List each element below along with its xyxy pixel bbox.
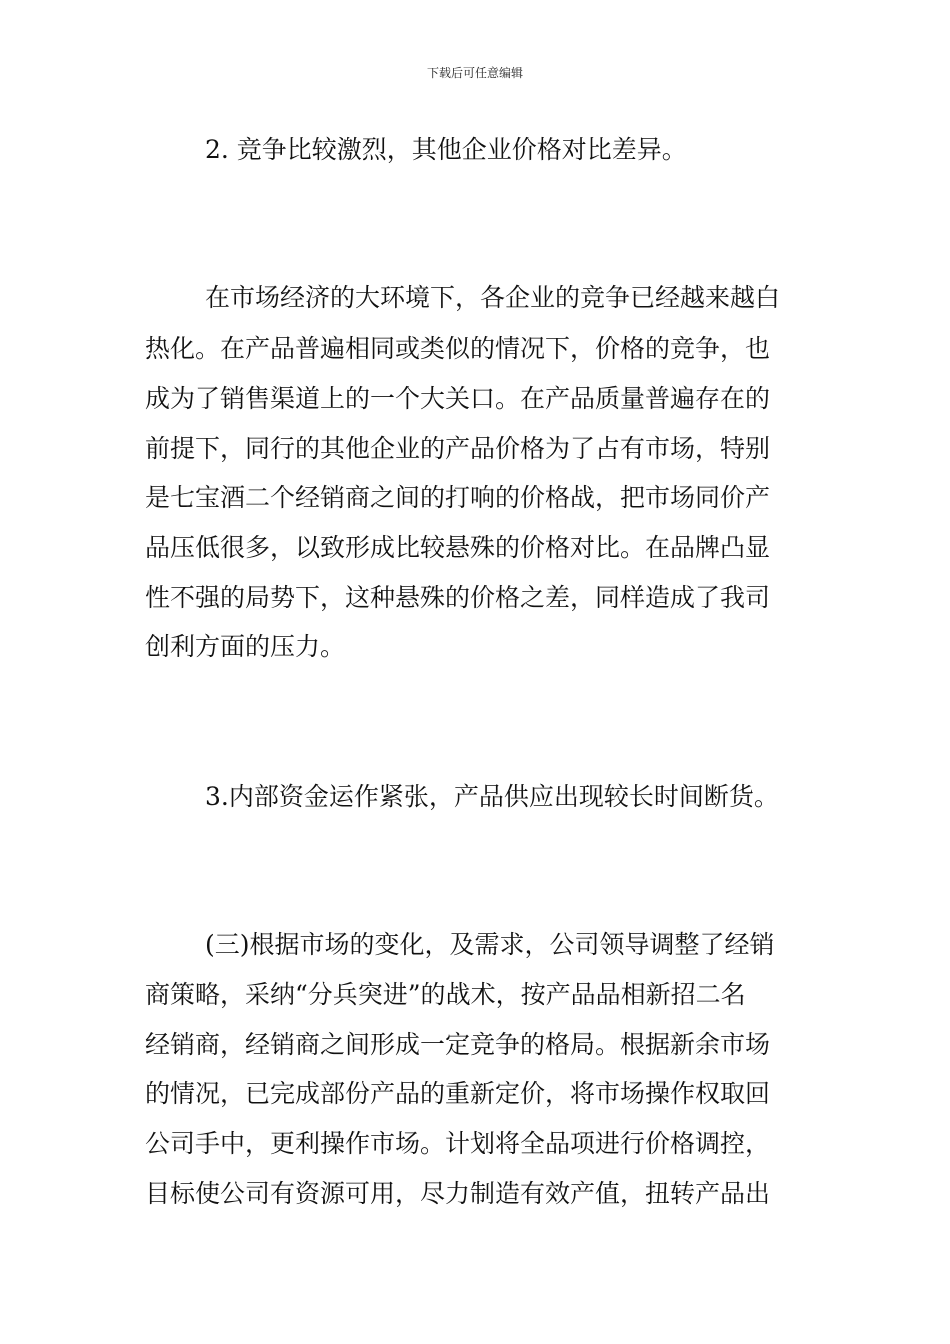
paragraph-line: 热化。在产品普遍相同或类似的情况下，价格的竞争，也 (145, 334, 771, 363)
section-heading-3: 3.内部资金运作紧张，产品供应出现较长时间断货。 (205, 782, 779, 811)
paragraph-line: 前提下，同行的其他企业的产品价格为了占有市场，特别 (145, 434, 771, 463)
page-header: 下载后可任意编辑 (426, 66, 523, 80)
paragraph-line: 品压低很多，以致形成比较悬殊的价格对比。在品牌凸显 (145, 533, 771, 562)
paragraph-line: 成为了销售渠道上的一个大关口。在产品质量普遍存在的 (145, 384, 771, 413)
paragraph-line: 性不强的局势下，这种悬殊的价格之差，同样造成了我司 (145, 583, 771, 612)
paragraph-line: 商策略，采纳“分兵突进”的战术，按产品品相新招二名 (145, 980, 746, 1009)
paragraph-line: 创利方面的压力。 (145, 632, 346, 661)
paragraph-line: 目标使公司有资源可用，尽力制造有效产值，扭转产品出 (145, 1179, 771, 1208)
paragraph-line: 的情况，已完成部份产品的重新定价，将市场操作权取回 (145, 1079, 771, 1108)
paragraph-line: 经销商，经销商之间形成一定竞争的格局。根据新余市场 (145, 1030, 771, 1059)
paragraph-line: 在市场经济的大环境下，各企业的竞争已经越来越白 (205, 283, 781, 312)
paragraph-line: 公司手中，更利操作市场。计划将全品项进行价格调控， (145, 1129, 771, 1158)
paragraph-line: (三)根据市场的变化，及需求，公司领导调整了经销 (205, 930, 775, 959)
paragraph-line: 是七宝酒二个经销商之间的打响的价格战，把市场同价产 (145, 483, 771, 512)
section-heading-2: 2. 竞争比较激烈，其他企业价格对比差异。 (205, 135, 687, 164)
